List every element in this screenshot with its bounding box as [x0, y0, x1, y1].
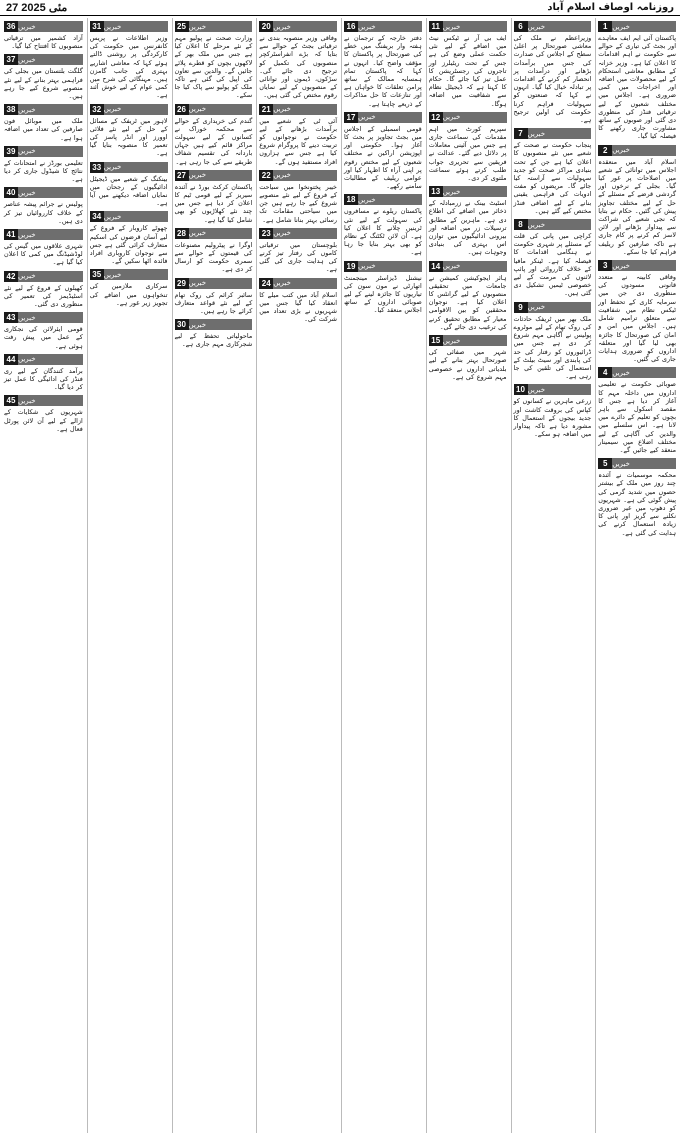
news-item [344, 261, 422, 315]
news-item-header [90, 21, 168, 32]
news-item-number: 17 [344, 112, 358, 123]
news-item [514, 219, 592, 298]
news-item-text: سائبر کرائم کی روک تھام کے لیے نئے قواعد متعارف کرائے جا رہے ہیں۔ [174, 290, 253, 316]
news-item-label: خبریں [273, 228, 337, 239]
news-item [598, 458, 676, 537]
news-item-number: 22 [259, 170, 273, 181]
news-item-header [175, 319, 253, 330]
news-item-text: پاکستان آئی ایم ایف معاہدے اور بجٹ کی تیاری کے حوالے سے حکومت نے اہم اقدامات کا اعلان کیا ہے۔ وزیر خزانہ کے مطابق معاشی استحکام کے لیے محصولات میں اضافہ اور اخراجات میں کمی ضروری ہے۔ اجلاس میں مختلف شعبوں کے لیے ترقیاتی فنڈز کی منظوری دی گئی اور صوبوں کے ساتھ مشاورت جاری رکھنے کا فیصلہ کیا گیا۔ [598, 34, 676, 141]
news-item-label: خبریں [18, 312, 83, 323]
news-item-number: 9 [514, 302, 528, 313]
news-item [259, 21, 337, 100]
news-item-text: وفاقی کابینہ نے متعدد قانونی مسودوں کی منظوری دی جن میں سرمایہ کاری کے تحفظ اور ٹیکس نظام میں شفافیت سے متعلق ترامیم شامل ہیں۔ اجلاس میں امن و امان کی صورتحال کا جائزہ بھی لیا گیا اور متعلقہ اداروں کو ضروری ہدایات جاری کی گئیں۔ [598, 273, 676, 364]
news-item-number: 19 [344, 261, 358, 272]
news-item-header [4, 395, 83, 406]
news-item [4, 354, 83, 392]
news-item-label: خبریں [528, 128, 592, 139]
news-item-text: دفتر خارجہ کے ترجمان نے ہفتہ وار بریفنگ میں خطے کی صورتحال پر پاکستان کا مؤقف واضح کیا۔ انہوں نے کہا کہ پاکستان تمام ہمسایہ ممالک کے ساتھ پرامن تعلقات کا خواہاں ہے اور تنازعات کا حل مذاکرات کے ذریعے چاہتا ہے۔ [344, 34, 422, 108]
news-item-number: 20 [259, 21, 273, 32]
news-item-header [4, 312, 83, 323]
news-item-header [259, 278, 337, 289]
news-column [341, 18, 424, 1133]
news-item-text: صوبائی حکومت نے تعلیمی اداروں میں داخلہ مہم کا آغاز کر دیا ہے جس کا مقصد اسکول سے باہر بچوں کو تعلیم کے دائرے میں لانا ہے۔ اس سلسلے میں والدین کی آگاہی کے لیے مختلف اضلاع میں سیمینار منعقد کیے جائیں گے۔ [598, 380, 676, 454]
news-item [514, 302, 592, 381]
news-item [598, 260, 676, 363]
news-item-label: خبریں [18, 271, 83, 282]
news-item-number: 18 [344, 194, 358, 205]
news-item [90, 21, 168, 100]
news-column [87, 18, 170, 1133]
news-item [259, 278, 337, 324]
news-item [4, 312, 83, 350]
news-item-header [4, 54, 83, 65]
news-item-number: 16 [344, 21, 358, 32]
news-item-text: سرکاری ملازمین کی تنخواہوں میں اضافے کی تجویز زیر غور ہے۔ [89, 282, 168, 307]
news-item-label: خبریں [443, 261, 507, 272]
news-item-text: تعلیمی بورڈز نے امتحانات کے نتائج کا شیڈول جاری کر دیا ہے۔ [4, 158, 83, 184]
news-item [90, 162, 168, 208]
news-item-header [259, 170, 337, 181]
news-item-label: خبریں [18, 104, 83, 115]
news-item-label: خبریں [189, 104, 253, 115]
news-item [4, 54, 83, 100]
news-item-text: شہری علاقوں میں گیس کی لوڈشیڈنگ میں کمی کا اعلان کیا گیا ہے۔ [4, 242, 83, 267]
news-item-text: وزیر اطلاعات نے پریس کانفرنس میں حکومت کی کارکردگی پر روشنی ڈالتے ہوئے کہا کہ معاشی اشاریے بہتری کی جانب گامزن ہیں۔ مہنگائی کی شرح میں کمی عوام کے لیے خوش آئند ہے۔ [89, 34, 168, 100]
news-item-label: خبریں [18, 354, 83, 365]
news-item-header [90, 162, 168, 173]
news-item-number: 27 [175, 170, 189, 181]
news-item-text: نیشنل ڈیزاسٹر مینجمنٹ اتھارٹی نے مون سون کی تیاریوں کا جائزہ لینے کے لیے صوبائی اداروں کے ساتھ اجلاس منعقد کیا۔ [344, 273, 422, 315]
news-item [514, 128, 592, 215]
news-item-header [90, 211, 168, 222]
news-item-label: خبریں [18, 229, 83, 240]
news-item-text: ایف بی آر نے ٹیکس نیٹ میں اضافے کے لیے نئی حکمت عملی وضع کی ہے جس کے تحت ریٹیلرز اور تاجروں کی رجسٹریشن کا عمل تیز کیا جائے گا۔ حکام کا کہنا ہے کہ ڈیجیٹل نظام سے شفافیت میں اضافہ ہوگا۔ [428, 34, 507, 108]
news-item-text: برآمد کنندگان کے لیے ری فنڈز کی ادائیگی کا عمل تیز کر دیا گیا۔ [4, 366, 83, 392]
news-item-header [514, 219, 592, 230]
news-item-header [429, 112, 507, 123]
news-item-label: خبریں [612, 458, 676, 469]
news-item-text: اسٹیٹ بینک نے زرمبادلہ کے ذخائر میں اضافے کی اطلاع دی ہے۔ ماہرین کے مطابق ترسیلات زر میں اضافہ اور بیرونی ادائیگیوں میں توازن اس بہتری کی بنیادی وجوہات ہیں۔ [428, 199, 507, 257]
news-item-text: اسلام آباد میں منعقدہ اجلاس میں توانائی کے شعبے میں اصلاحات پر غور کیا گیا۔ بجلی کے نرخوں اور گردشی قرضے کے مسئلے کے حل کے لیے مختلف تجاویز پیش کی گئیں۔ حکام نے بتایا کہ نجی شعبے کی شراکت سے پیداوار بڑھانے اور لائن لاسز کم کرنے پر کام جاری ہے تاکہ صارفین کو ریلیف فراہم کیا جا سکے۔ [598, 157, 676, 256]
news-item-label: خبریں [358, 261, 422, 272]
news-item-text: چھوٹے کاروبار کے فروغ کے لیے آسان قرضوں کی اسکیم متعارف کرائی گئی ہے جس سے نوجوان کاروباری افراد فائدہ اٹھا سکیں گے۔ [89, 224, 168, 266]
news-item-label: خبریں [189, 278, 253, 289]
news-item-label: خبریں [189, 228, 253, 239]
news-item-label: خبریں [18, 54, 83, 65]
news-item-number: 36 [4, 21, 18, 32]
news-item [4, 21, 83, 50]
news-item-text: اوگرا نے پیٹرولیم مصنوعات کی قیمتوں کے حوالے سے سمری حکومت کو ارسال کر دی ہے۔ [174, 240, 253, 274]
news-item-header [4, 354, 83, 365]
news-item-header [259, 104, 337, 115]
news-item-number: 2 [598, 145, 612, 156]
news-item-number: 6 [514, 21, 528, 32]
news-item-label: خبریں [612, 260, 676, 271]
news-item-text: بینکنگ کے شعبے میں ڈیجیٹل ادائیگیوں کے رجحان میں نمایاں اضافہ دیکھنے میں آیا ہے۔ [89, 174, 168, 208]
news-item [259, 228, 337, 274]
news-item-text: بلوچستان میں ترقیاتی کاموں کی رفتار تیز کرنے کی ہدایت جاری کی گئی ہے۔ [259, 240, 337, 274]
news-item-label: خبریں [189, 170, 253, 181]
news-item-number: 33 [90, 162, 104, 173]
news-item-number: 26 [175, 104, 189, 115]
news-item-label: خبریں [528, 302, 592, 313]
news-item [259, 104, 337, 166]
news-item-number: 3 [598, 260, 612, 271]
news-item-number: 10 [514, 384, 528, 395]
news-item-label: خبریں [104, 104, 168, 115]
news-item-text: محکمہ موسمیات نے آئندہ چند روز میں ملک کے بیشتر حصوں میں شدید گرمی کی پیش گوئی کی ہے۔ شہریوں کو دھوپ میں غیر ضروری نکلنے سے گریز اور پانی کا زیادہ استعمال کرنے کی ہدایت کی گئی ہے۔ [598, 471, 676, 537]
news-item-label: خبریں [358, 21, 422, 32]
news-item-label: خبریں [18, 395, 83, 406]
news-item-text: پولیس نے جرائم پیشہ عناصر کے خلاف کارروائیاں تیز کر دی ہیں۔ [4, 200, 83, 225]
news-item-label: خبریں [528, 219, 592, 230]
news-item-text: آزاد کشمیر میں ترقیاتی منصوبوں کا افتتاح کیا گیا۔ [4, 34, 83, 51]
news-item-header [90, 104, 168, 115]
news-item [598, 367, 676, 454]
news-item-label: خبریں [528, 21, 592, 32]
news-item-number: 45 [4, 395, 18, 406]
news-item-number: 29 [175, 278, 189, 289]
news-item-text: شہریوں کی شکایات کے ازالے کے لیے آن لائن پورٹل فعال ہے۔ [4, 408, 83, 433]
news-item [175, 170, 253, 224]
news-item-label: خبریں [104, 162, 168, 173]
news-item-number: 30 [175, 319, 189, 330]
news-item-header [90, 269, 168, 280]
news-column [172, 18, 255, 1133]
news-item-header [429, 186, 507, 197]
news-item-label: خبریں [18, 146, 83, 157]
news-item [598, 21, 676, 141]
news-item [344, 21, 422, 108]
news-item-number: 24 [259, 278, 273, 289]
news-item [175, 319, 253, 348]
news-item-header [598, 367, 676, 378]
news-item-label: خبریں [358, 194, 422, 205]
news-item-number: 14 [429, 261, 443, 272]
news-item-header [259, 21, 337, 32]
news-item-label: خبریں [443, 186, 507, 197]
news-item-text: شہر میں صفائی کی صورتحال بہتر بنانے کے لیے بلدیاتی اداروں نے خصوصی مہم شروع کی ہے۔ [428, 348, 507, 381]
news-item-header [514, 128, 592, 139]
news-item [175, 104, 253, 166]
news-item [344, 112, 422, 191]
news-item-header [598, 145, 676, 156]
news-item-header [598, 260, 676, 271]
news-item [429, 335, 507, 381]
news-item-text: ہائر ایجوکیشن کمیشن نے جامعات میں تحقیقی منصوبوں کے لیے گرانٹس کا اعلان کیا ہے۔ نوجوان محققین کو بین الاقوامی معیار کے مطابق تحقیق کرنے کی ترغیب دی جائے گی۔ [428, 273, 507, 331]
news-item-header [175, 104, 253, 115]
news-item [429, 112, 507, 182]
news-item [90, 269, 168, 307]
news-item-header [4, 21, 83, 32]
news-item [4, 187, 83, 225]
news-item-text: وفاقی وزیر منصوبہ بندی نے ترقیاتی بجٹ کے حوالے سے بتایا کہ بڑے انفراسٹرکچر منصوبوں کی تکمیل کو ترجیح دی جائے گی۔ سڑکوں، ڈیموں اور توانائی کے منصوبوں کے لیے نمایاں رقوم مختص کی گئی ہیں۔ [259, 34, 337, 100]
news-item-number: 44 [4, 354, 18, 365]
news-item-header [429, 261, 507, 272]
news-column [2, 18, 85, 1133]
news-item [90, 104, 168, 158]
news-item-header [4, 146, 83, 157]
news-item-number: 7 [514, 128, 528, 139]
news-item-number: 5 [598, 458, 612, 469]
news-item-label: خبریں [273, 170, 337, 181]
news-item-header [344, 194, 422, 205]
news-item-header [4, 229, 83, 240]
news-item-number: 25 [175, 21, 189, 32]
news-item-number: 41 [4, 229, 18, 240]
news-item-text: خیبر پختونخوا میں سیاحت کے فروغ کے لیے نئے منصوبے شروع کیے جا رہے ہیں جن میں سیاحتی مقامات تک رسائی بہتر بنانا شامل ہے۔ [259, 182, 337, 224]
news-column [426, 18, 509, 1133]
news-item [175, 278, 253, 316]
news-item [429, 21, 507, 108]
masthead [0, 0, 680, 16]
news-item [4, 104, 83, 142]
news-item [598, 145, 676, 256]
news-item-text: پنجاب حکومت نے صحت کے شعبے میں نئے منصوبوں کا اعلان کیا ہے جن کے تحت بنیادی مراکز صحت کو جدید سہولیات سے آراستہ کیا جائے گا۔ مریضوں کو مفت ادویات کی فراہمی یقینی بنانے کے لیے اضافی فنڈز مختص کیے گئے ہیں۔ [513, 141, 592, 215]
news-column [256, 18, 339, 1133]
news-item-label: خبریں [612, 145, 676, 156]
news-item-label: خبریں [612, 367, 676, 378]
news-item-text: لاہور میں ٹریفک کے مسائل کے حل کے لیے نئے فلائی اوورز اور انڈر پاسز کی تعمیر کا منصوبہ بنایا گیا ہے۔ [89, 116, 168, 158]
news-item-header [344, 112, 422, 123]
news-item-label: خبریں [18, 187, 83, 198]
news-item-text: اسلام آباد میں کتب میلے کا انعقاد کیا گیا جس میں شہریوں نے بڑی تعداد میں شرکت کی۔ [259, 290, 337, 324]
news-item [175, 228, 253, 274]
news-item-text: گلگت بلتستان میں بجلی کی فراہمی بہتر بنانے کے لیے نئے منصوبے شروع کیے جا رہے ہیں۔ [4, 67, 83, 101]
news-item-label: خبریں [612, 21, 676, 32]
news-item-number: 38 [4, 104, 18, 115]
news-item-text: ملک بھر میں ٹریفک حادثات کی روک تھام کے لیے موٹروے پولیس نے آگاہی مہم شروع کر دی ہے جس میں ڈرائیوروں کو رفتار کی حد کی پابندی اور سیٹ بیلٹ کے استعمال کی تلقین کی جا رہی ہے۔ [513, 314, 592, 381]
news-item-label: خبریں [443, 112, 507, 123]
news-item [90, 211, 168, 265]
news-columns [2, 18, 678, 1133]
news-item-header [344, 261, 422, 272]
news-item-text: آئی ٹی کے شعبے میں برآمدات بڑھانے کے لیے حکومت نے نوجوانوں کو تربیت دینے کا پروگرام شروع کیا ہے جس سے ہزاروں افراد مستفید ہوں گے۔ [259, 116, 337, 166]
news-item-label: خبریں [104, 21, 168, 32]
news-item-number: 21 [259, 104, 273, 115]
news-item-label: خبریں [273, 21, 337, 32]
news-item [4, 229, 83, 267]
news-item-number: 40 [4, 187, 18, 198]
news-item-header [175, 278, 253, 289]
news-column [511, 18, 594, 1133]
news-item-text: وزارت صحت نے پولیو مہم کے نئے مرحلے کا اعلان کیا ہے جس میں ملک بھر کے لاکھوں بچوں کو قطرے پلائے جائیں گے۔ والدین سے تعاون کی اپیل کی گئی ہے تاکہ ملک کو پولیو سے پاک کیا جا سکے۔ [174, 34, 253, 100]
news-item [4, 146, 83, 184]
news-item-number: 39 [4, 146, 18, 157]
news-item [514, 21, 592, 124]
news-item-number: 37 [4, 54, 18, 65]
news-item-header [4, 104, 83, 115]
news-item-text: قومی اسمبلی کے اجلاس میں بجٹ تجاویز پر بحث کا آغاز ہوا۔ حکومتی اور اپوزیشن اراکین نے مختلف شعبوں کے لیے مختص رقوم پر اپنی آراء کا اظہار کیا اور عوامی ریلیف کے مطالبات سامنے رکھے۔ [344, 124, 422, 191]
news-item-number: 8 [514, 219, 528, 230]
news-item-text: پاکستان کرکٹ بورڈ نے آئندہ سیریز کے لیے قومی ٹیم کا اعلان کر دیا ہے جس میں چند نئے کھلاڑیوں کو بھی شامل کیا گیا ہے۔ [174, 182, 253, 224]
news-item-header [514, 302, 592, 313]
news-column [595, 18, 678, 1133]
news-item-label: خبریں [104, 269, 168, 280]
news-item-label: خبریں [273, 278, 337, 289]
news-item-header [514, 21, 592, 32]
news-item-text: زرعی ماہرین نے کسانوں کو کپاس کی بروقت کاشت اور جدید بیجوں کے استعمال کا مشورہ دیا ہے تاکہ پیداوار میں اضافہ ہو سکے۔ [513, 397, 592, 439]
news-item-label: خبریں [104, 211, 168, 222]
news-item-number: 23 [259, 228, 273, 239]
news-item-header [429, 335, 507, 346]
news-item-header [259, 228, 337, 239]
news-item-number: 28 [175, 228, 189, 239]
news-item-number: 4 [598, 367, 612, 378]
news-item-text: پاکستان ریلوے نے مسافروں کی سہولت کے لیے نئی ٹرینیں چلانے کا اعلان کیا ہے۔ آن لائن ٹکٹنگ کے نظام کو بھی بہتر بنایا جا رہا ہے۔ [344, 207, 422, 257]
news-item-text: کراچی میں پانی کی قلت کے مسئلے پر شہری حکومت نے ہنگامی اقدامات کا فیصلہ کیا ہے۔ ٹینکر مافیا کے خلاف کارروائی اور پائپ لائنوں کی مرمت کے لیے خصوصی ٹیمیں تشکیل دی گئی ہیں۔ [513, 232, 592, 298]
news-item-number: 42 [4, 271, 18, 282]
masthead-title: روزنامہ اوصاف اسلام آباد [547, 2, 674, 13]
news-item [514, 384, 592, 438]
news-item-header [175, 21, 253, 32]
news-item-number: 35 [90, 269, 104, 280]
news-item-header [4, 187, 83, 198]
news-item-text: کھیلوں کے فروغ کے لیے نئے اسٹیڈیمز کی تعمیر کی منظوری دی گئی۔ [4, 283, 83, 309]
news-item-header [4, 271, 83, 282]
news-item-label: خبریں [443, 21, 507, 32]
news-item-label: خبریں [273, 104, 337, 115]
news-item-number: 31 [90, 21, 104, 32]
news-item-label: خبریں [189, 21, 253, 32]
news-item [344, 194, 422, 256]
news-item-header [598, 21, 676, 32]
news-item-header [175, 228, 253, 239]
news-item-number: 15 [429, 335, 443, 346]
news-item-number: 43 [4, 312, 18, 323]
news-item-header [429, 21, 507, 32]
news-item [4, 395, 83, 433]
news-item-label: خبریں [189, 319, 253, 330]
news-item [429, 261, 507, 331]
news-item [259, 170, 337, 224]
news-item-number: 11 [429, 21, 443, 32]
news-item-label: خبریں [18, 21, 83, 32]
news-item-text: ملک میں موبائل فون صارفین کی تعداد میں اضافہ ہوا ہے۔ [4, 117, 83, 142]
news-item-number: 1 [598, 21, 612, 32]
news-item-number: 34 [90, 211, 104, 222]
news-item-number: 12 [429, 112, 443, 123]
masthead-date: 27 مئی 2025 [6, 2, 68, 14]
news-item-label: خبریں [443, 335, 507, 346]
news-item [175, 21, 253, 100]
news-item-label: خبریں [358, 112, 422, 123]
news-item-text: گندم کی خریداری کے حوالے سے محکمہ خوراک نے کسانوں کے لیے سہولت مراکز قائم کیے ہیں جہاں باردانہ کی تقسیم شفاف طریقے سے کی جا رہی ہے۔ [174, 116, 253, 166]
news-item-header [175, 170, 253, 181]
news-item-text: سپریم کورٹ میں اہم مقدمات کی سماعت جاری ہے جس میں آئینی معاملات پر دلائل دیے گئے۔ عدالت نے فریقین سے تحریری جواب طلب کرتے ہوئے سماعت ملتوی کر دی۔ [428, 124, 507, 183]
news-item-text: قومی ایئرلائن کی نجکاری کے عمل میں پیش رفت ہوئی ہے۔ [4, 325, 83, 350]
news-item-header [344, 21, 422, 32]
news-item-number: 32 [90, 104, 104, 115]
news-item-header [514, 384, 592, 395]
news-item-number: 13 [429, 186, 443, 197]
news-item-text: ماحولیاتی تحفظ کے لیے شجرکاری مہم جاری ہے۔ [174, 332, 253, 349]
news-item-header [598, 458, 676, 469]
news-item-label: خبریں [528, 384, 592, 395]
news-item [429, 186, 507, 256]
news-item [4, 271, 83, 309]
news-item-text: وزیراعظم نے ملک کی معاشی صورتحال پر اعلیٰ سطح کے اجلاس کی صدارت کی جس میں برآمدات بڑھانے اور درآمدات پر انحصار کم کرنے کے اقدامات پر تبادلہ خیال کیا گیا۔ انہوں نے کہا کہ صنعتوں کو سہولیات فراہم کرنا حکومت کی اولین ترجیح ہے۔ [513, 34, 592, 125]
